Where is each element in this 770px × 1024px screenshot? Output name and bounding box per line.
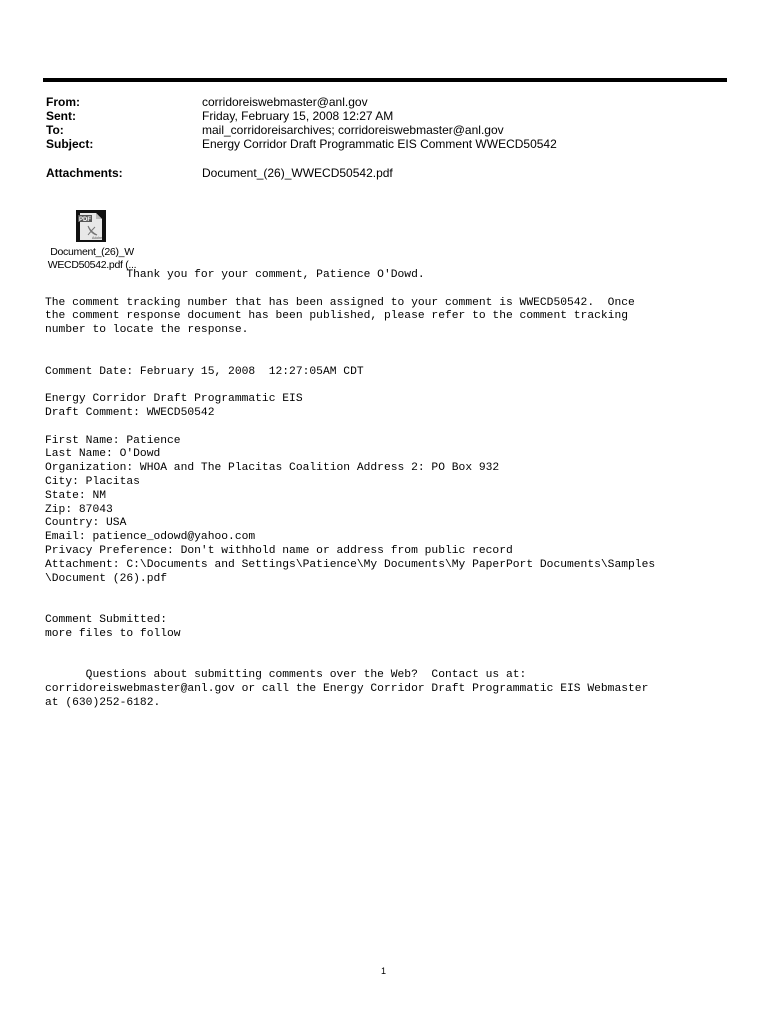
body-line bbox=[45, 655, 745, 669]
sent-value: Friday, February 15, 2008 12:27 AM bbox=[202, 109, 394, 123]
body-line: \Document (26).pdf bbox=[45, 572, 168, 585]
body-line bbox=[45, 379, 745, 393]
body-line: The comment tracking number that has been assigned to your comment is WWECD50542. Once bbox=[45, 296, 635, 309]
body-line: Energy Corridor Draft Programmatic EIS bbox=[45, 393, 303, 406]
body-line: the comment response document has been published, please refer to the comment tracking bbox=[45, 310, 629, 323]
header-sent bbox=[46, 109, 557, 123]
body-line: Comment Submitted: bbox=[45, 613, 168, 626]
body-line: Attachment: C:\Documents and Settings\Patience\My Documents\My PaperPort Documents\Samples bbox=[45, 558, 656, 571]
svg-text:PDF: PDF bbox=[79, 217, 91, 223]
body-line: Zip: 87043 bbox=[45, 503, 113, 516]
body-line: Last Name: O'Dowd bbox=[45, 448, 161, 461]
body-line bbox=[45, 600, 745, 614]
attachment-name-line2: WECD50542.pdf (... bbox=[47, 259, 137, 271]
pdf-file-icon[interactable] bbox=[76, 210, 106, 242]
page-number: 1 bbox=[381, 966, 387, 976]
subject-value: Energy Corridor Draft Programmatic EIS Comment WWECD50542 bbox=[202, 137, 557, 151]
body-line: Country: USA bbox=[45, 517, 127, 530]
body-line bbox=[45, 352, 745, 366]
email-body bbox=[45, 269, 745, 711]
to-value: mail_corridoreisarchives; corridoreiswebmaster@anl.gov bbox=[202, 123, 504, 137]
body-line: Email: patience_odowd@yahoo.com bbox=[45, 531, 256, 544]
body-line: State: NM bbox=[45, 489, 107, 502]
body-line: Thank you for your comment, Patience O'Dowd. bbox=[45, 269, 425, 281]
body-line bbox=[45, 586, 745, 600]
header-from bbox=[46, 95, 557, 109]
body-line: First Name: Patience bbox=[45, 434, 181, 447]
body-line bbox=[45, 421, 745, 435]
body-line: number to locate the response. bbox=[45, 324, 249, 337]
body-line bbox=[45, 283, 745, 297]
email-header bbox=[46, 95, 557, 180]
sent-label: Sent: bbox=[46, 109, 76, 123]
subject-label: Subject: bbox=[46, 137, 94, 151]
body-line: City: Placitas bbox=[45, 475, 140, 488]
body-line: Comment Date: February 15, 2008 12:27:05AM CDT bbox=[45, 365, 364, 378]
attachments-label: Attachments: bbox=[46, 166, 123, 180]
svg-text:Adobe: Adobe bbox=[92, 236, 103, 240]
to-label: To: bbox=[46, 123, 64, 137]
body-line: more files to follow bbox=[45, 627, 181, 640]
header-subject bbox=[46, 137, 557, 151]
from-value: corridoreiswebmaster@anl.gov bbox=[202, 95, 368, 109]
body-line: Privacy Preference: Don't withhold name or address from public record bbox=[45, 544, 513, 557]
body-line: corridoreiswebmaster@anl.gov or call the Energy Corridor Draft Programmatic EIS Webmaster bbox=[45, 682, 649, 695]
body-line: Questions about submitting comments over the Web? Contact us at: bbox=[45, 669, 527, 682]
body-line bbox=[45, 642, 745, 656]
header-to bbox=[46, 123, 557, 137]
body-line: at (630)252-6182. bbox=[45, 696, 161, 709]
attachment-name-line1: Document_(26)_W bbox=[50, 246, 134, 258]
body-line: Draft Comment: WWECD50542 bbox=[45, 406, 215, 419]
header-attachments bbox=[46, 166, 557, 180]
body-line bbox=[45, 338, 745, 352]
attachments-value: Document_(26)_WWECD50542.pdf bbox=[202, 166, 393, 180]
from-label: From: bbox=[46, 95, 80, 109]
body-line: Organization: WHOA and The Placitas Coalition Address 2: PO Box 932 bbox=[45, 462, 500, 475]
header-divider bbox=[43, 78, 727, 82]
